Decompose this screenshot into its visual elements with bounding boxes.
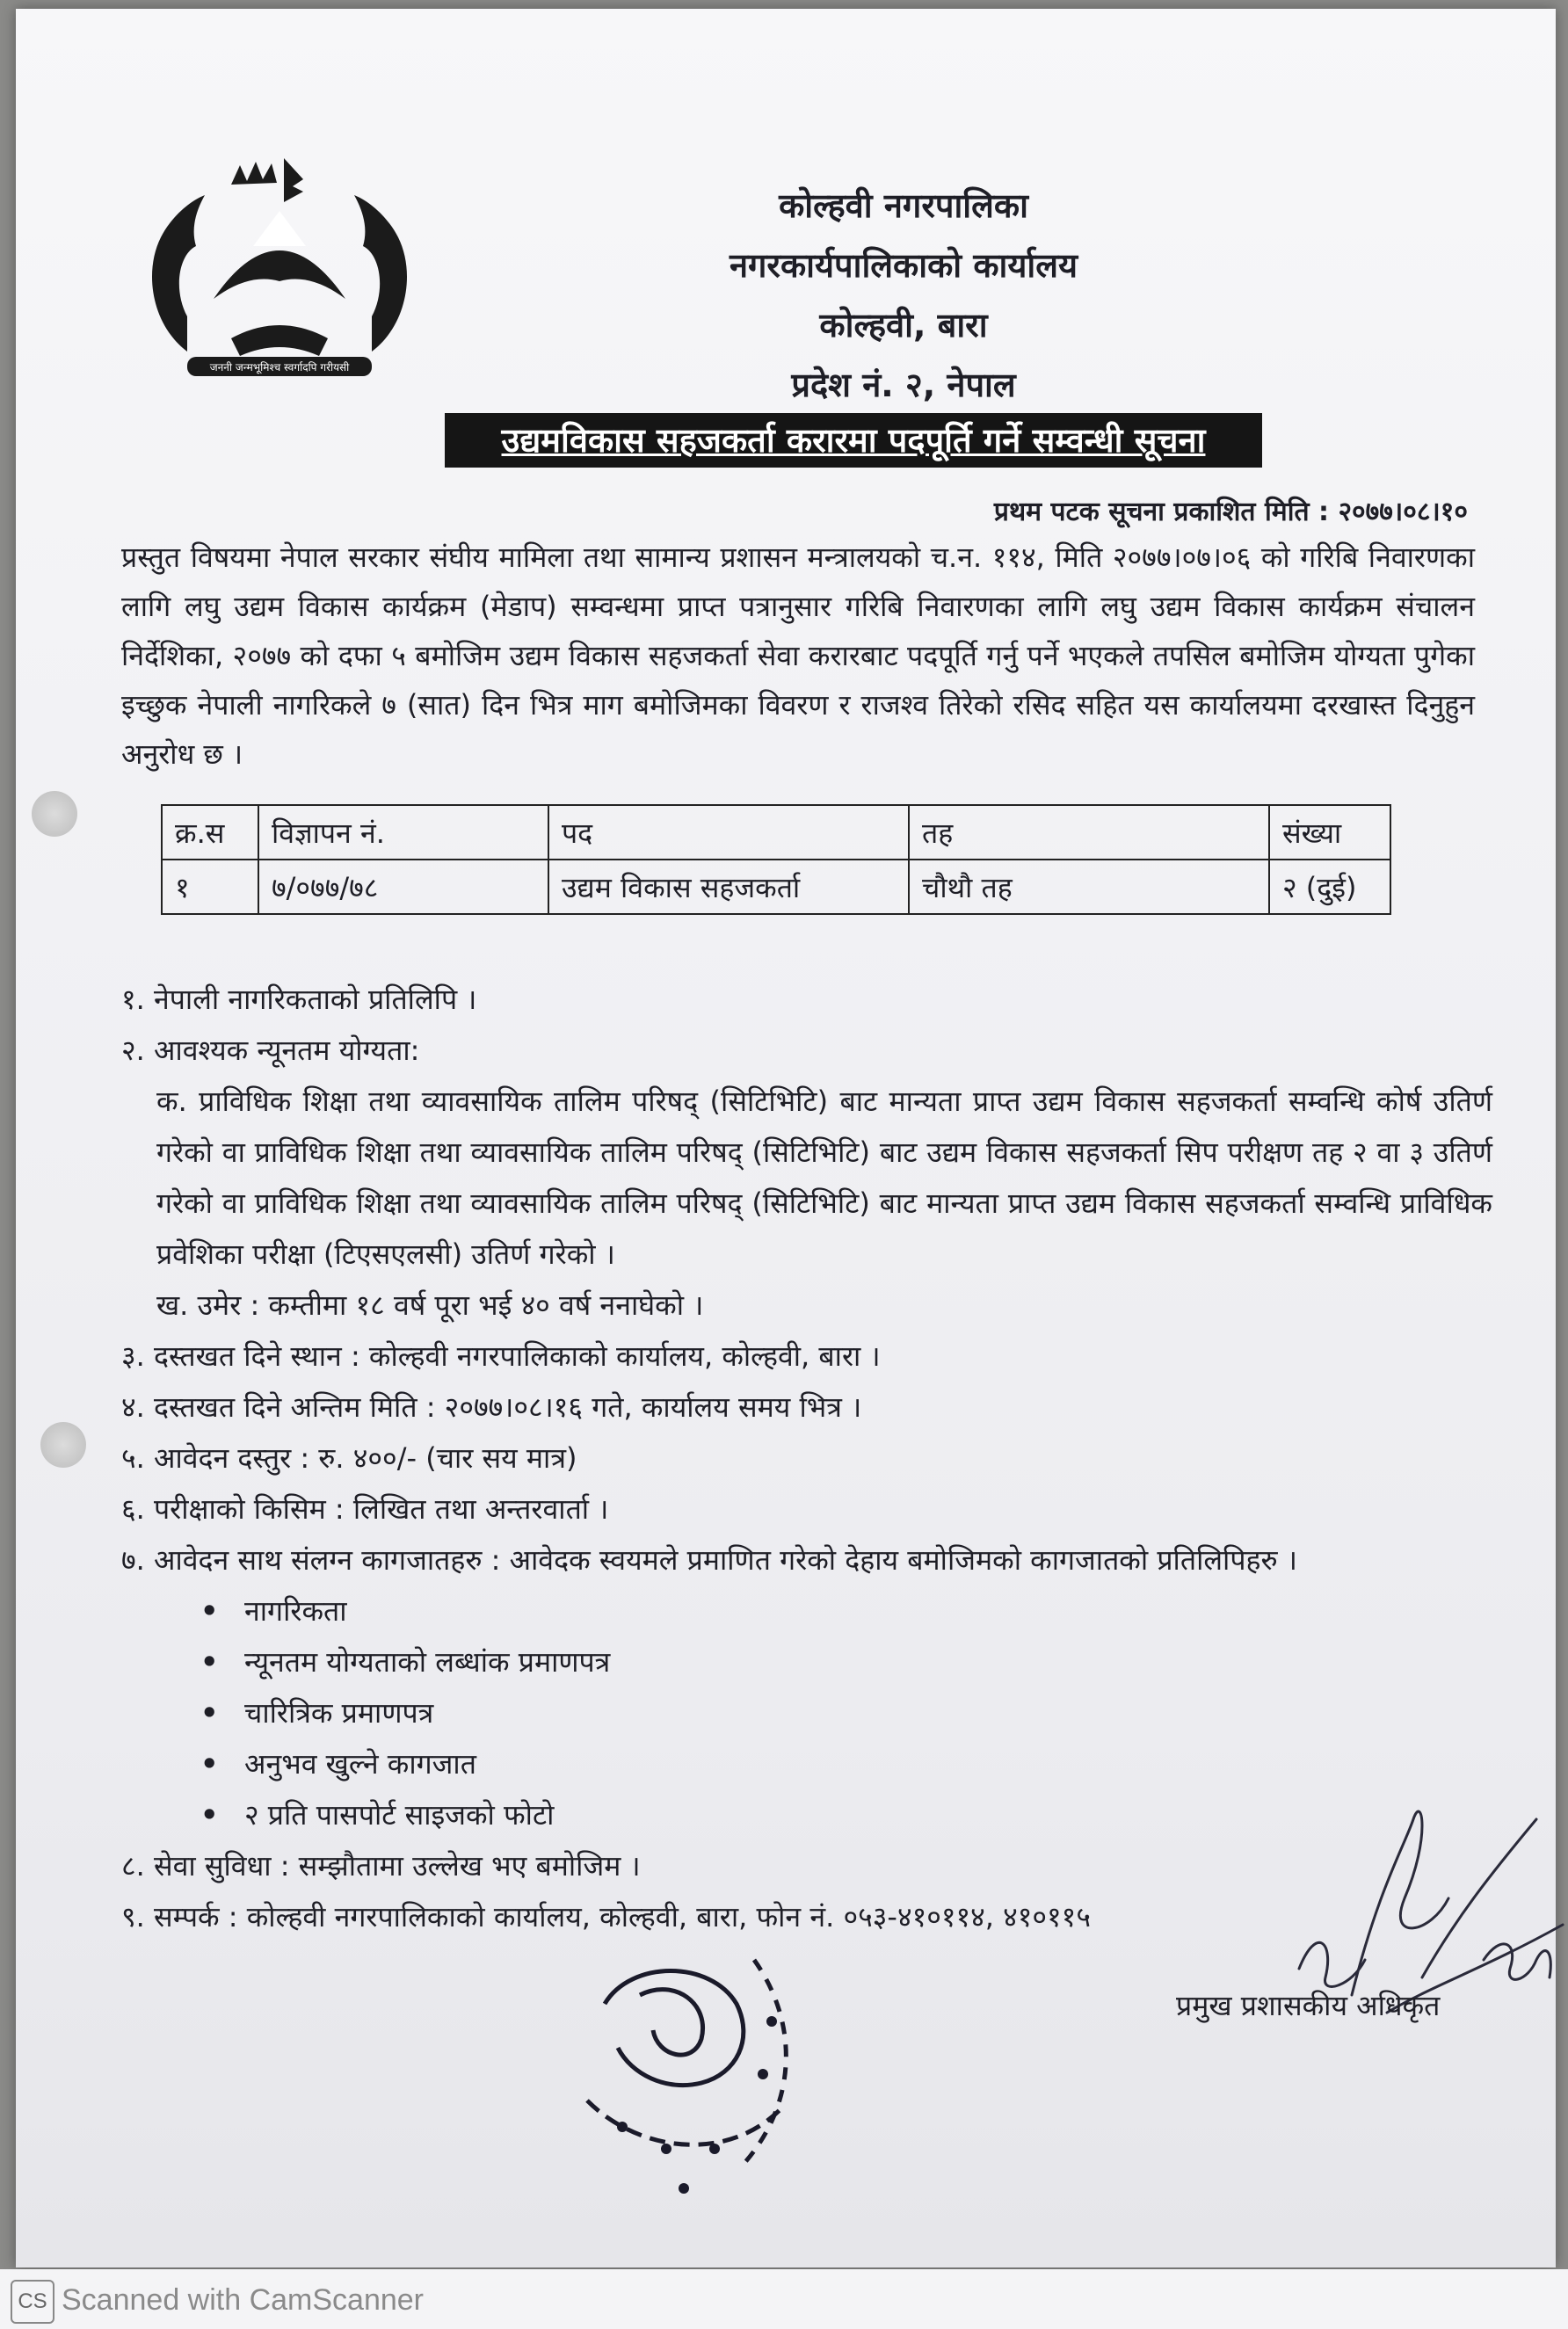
table-row — [162, 860, 1390, 914]
list-subitem: क. प्राविधिक शिक्षा तथा व्यावसायिक तालिम परिषद् (सिटिभिटि) बाट मान्यता प्राप्त उद्यम विकास सहजकर्ता सम्वन्धि कोर्ष उतिर्ण गरेको वा प्राविधिक शिक्षा तथा व्यावसायिक तालिम परिषद् (सिटिभिटि) बाट उद्यम विकास सहजकर्ता सिप परीक्षण तह २ वा ३ उतिर्ण गरेको वा प्राविधिक शिक्षा तथा व्यावसायिक तालिम परिषद् (सिटिभिटि) बाट मान्यता प्राप्त उद्यम विकास सहजकर्ता सम्वन्धि प्राविधिक प्रवेशिका परीक्षा (टिएसएलसी) उतिर्ण गरेको । — [156, 1085, 1492, 1271]
bullet-icon: • — [200, 1747, 219, 1781]
list-item: ३. दस्तखत दिने स्थान : कोल्हवी नगरपालिकाको कार्यालय, कोल्हवी, बारा । — [121, 1339, 881, 1373]
bullet-icon: • — [200, 1696, 219, 1730]
bullet-item: • न्यूनतम योग्यताको लब्धांक प्रमाणपत्र — [121, 1636, 1492, 1687]
emblem-motto: जननी जन्मभूमिश्च स्वर्गादपि गरीयसी — [209, 361, 350, 374]
table-cell: उद्यम विकास सहजकर्ता — [548, 860, 909, 914]
list-item: ४. दस्तखत दिने अन्तिम मिति : २०७७।०८।१६ गते, कार्यालय समय भित्र । — [121, 1390, 862, 1424]
notice-subject: उद्यमविकास सहजकर्ता करारमा पदपूर्ति गर्ने सम्वन्धी सूचना — [445, 413, 1262, 468]
list-item: ५. आवेदन दस्तुर : रु. ४००/- (चार सय मात्र) — [121, 1441, 577, 1475]
table-header-cell: संख्या — [1269, 805, 1390, 860]
table-header-cell: क्र.स — [162, 805, 258, 860]
list-item: ८. सेवा सुविधा : सम्झौतामा उल्लेख भए बमोजिम । — [121, 1849, 641, 1883]
bullet-item: • अनुभव खुल्ने कागजात — [121, 1738, 1492, 1789]
punch-hole — [40, 1422, 86, 1468]
bullet-icon: • — [200, 1594, 219, 1628]
bullet-item: • चारित्रिक प्रमाणपत्र — [121, 1687, 1492, 1738]
publication-date: प्रथम पटक सूचना प्रकाशित मिति : २०७७।०८।१० — [993, 497, 1468, 527]
table-cell: १ — [162, 860, 258, 914]
officer-title: प्रमुख प्रशासकीय अधिकृत — [1176, 1989, 1441, 2022]
document-page — [16, 9, 1556, 2267]
table-header-cell: तह — [909, 805, 1269, 860]
table-header-cell: पद — [548, 805, 909, 860]
list-item: १. नेपाली नागरिकताको प्रतिलिपि । — [121, 983, 477, 1016]
office-name: नगरकार्यपालिकाको कार्यालय — [729, 246, 1078, 285]
table-header-cell: विज्ञापन नं. — [258, 805, 548, 860]
province-line: प्रदेश नं. २, नेपाल — [791, 366, 1016, 404]
bullet-icon: • — [200, 1798, 219, 1832]
scanner-footer — [0, 2269, 1568, 2329]
table-cell: ७/०७७/७८ — [258, 860, 548, 914]
list-item: ६. परीक्षाको किसिम : लिखित तथा अन्तरवार्ता । — [121, 1492, 609, 1526]
camscanner-watermark: Scanned with CamScanner — [62, 2283, 425, 2317]
nepal-emblem-icon — [134, 149, 425, 387]
table-header-row — [162, 805, 1390, 860]
office-header — [508, 176, 1299, 415]
vacancy-table — [161, 804, 1391, 915]
table-cell: चौथौ तह — [909, 860, 1269, 914]
bullet-icon: • — [200, 1645, 219, 1679]
camscanner-logo-icon: CS — [11, 2280, 54, 2324]
bullet-item: • नागरिकता — [121, 1585, 1492, 1636]
office-location: कोल्हवी, बारा — [819, 306, 988, 345]
punch-hole — [32, 791, 77, 837]
bullet-item: • २ प्रति पासपोर्ट साइजको फोटो — [121, 1789, 1492, 1840]
office-seal-icon — [534, 1925, 824, 2215]
list-item: ७. आवेदन साथ संलग्न कागजातहरु : आवेदक स्वयमले प्रमाणित गरेको देहाय बमोजिमको कागजातको प्रतिलिपिहरु । — [121, 1543, 1297, 1577]
list-item: २. आवश्यक न्यूनतम योग्यता: — [121, 1034, 420, 1067]
list-item: ९. सम्पर्क : कोल्हवी नगरपालिकाको कार्यालय, कोल्हवी, बारा, फोन नं. ०५३-४१०११४, ४१०११५ — [121, 1900, 1091, 1934]
municipality-name: कोल्हवी नगरपालिका — [779, 186, 1028, 225]
list-subitem: ख. उमेर : कम्तीमा १८ वर्ष पूरा भई ४० वर्ष ननाघेको । — [156, 1288, 704, 1322]
table-cell: २ (दुई) — [1269, 860, 1390, 914]
intro-paragraph: प्रस्तुत विषयमा नेपाल सरकार संघीय मामिला तथा सामान्य प्रशासन मन्त्रालयको च.न. ११४, मिति २०७७।०७।०६ को गरिबि निवारणका लागि लघु उद्यम विकास कार्यक्रम (मेडाप) सम्वन्धमा प्राप्त पत्रानुसार गरिबि निवारणका लागि लघु उद्यम विकास कार्यक्रम संचालन निर्देशिका, २०७७ को दफा ५ बमोजिम उद्यम विकास सहजकर्ता सेवा करारबाट पदपूर्ति गर्नु पर्ने भएकले तपसिल बमोजिम योग्यता पुगेका इच्छुक नेपाली नागरिकले ७ (सात) दिन भित्र माग बमोजिमका विवरण र राजश्व तिरेको रसिद सहित यस कार्यालयमा दरखास्त दिनुहुन अनुरोध छ । — [121, 541, 1475, 771]
